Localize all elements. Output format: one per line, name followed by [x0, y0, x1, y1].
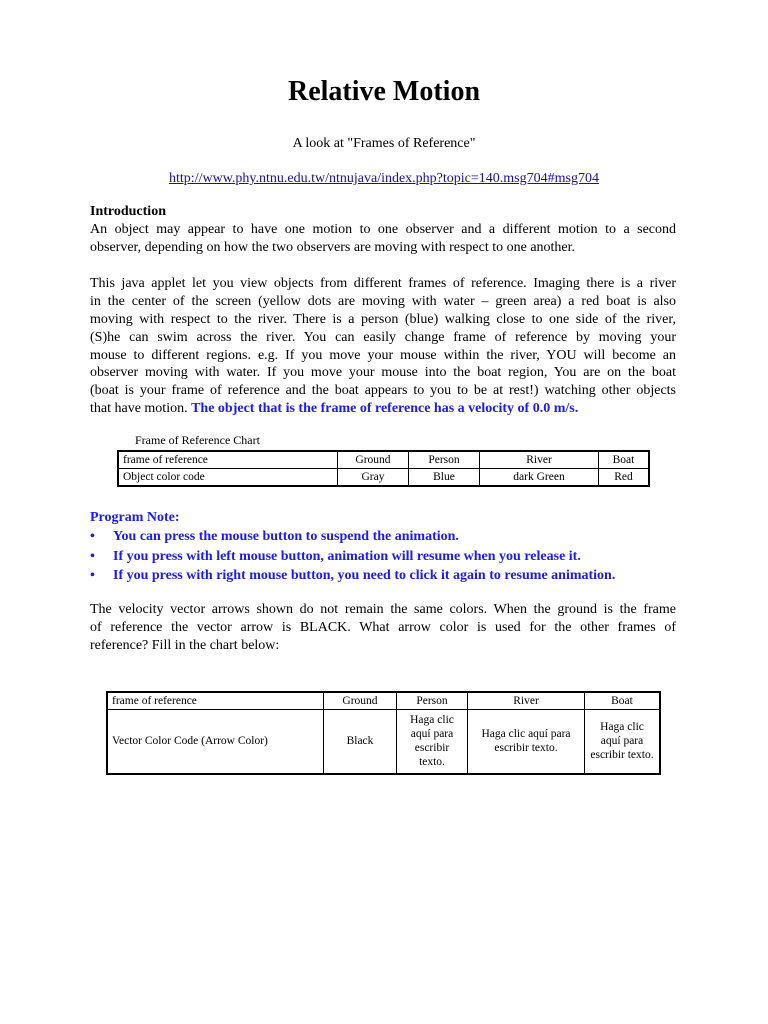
para2-line-4: (S)he can swim across the river. You can easily change frame of reference by moving your — [90, 330, 676, 345]
person-answer-field[interactable]: Haga clic aquí para escribir texto. — [397, 710, 468, 774]
para2-last-plain: that have motion. — [90, 401, 192, 416]
reference-link[interactable]: http://www.phy.ntnu.edu.tw/ntnujava/index.php?topic=140.msg704#msg704 — [169, 171, 599, 186]
chart1-caption: Frame of Reference Chart — [135, 433, 260, 447]
intro-line-1: An object may appear to have one motion to one observer and a different motion to a second — [90, 222, 676, 237]
list-item: • You can press the mouse button to suspend the animation. — [90, 527, 690, 547]
bullet-icon: • — [90, 568, 95, 583]
program-note-list — [90, 527, 690, 586]
table-cell: dark Green — [480, 469, 599, 487]
table-cell: Blue — [409, 469, 480, 487]
frame-velocity-note: The object that is the frame of reference has a velocity of 0.0 m/s. — [191, 401, 579, 416]
table-cell: Boat — [599, 451, 650, 469]
page-subtitle: A look at "Frames of Reference" — [292, 136, 476, 151]
para2-line-7: (boat is your frame of reference and the boat appears to you to be at rest!) watching other objects — [90, 383, 676, 398]
table-cell: Person — [409, 451, 480, 469]
table-cell: frame of reference — [107, 692, 324, 710]
reference-link-line — [0, 170, 768, 188]
table-cell: Person — [397, 692, 468, 710]
vector-color-chart — [106, 691, 661, 775]
bullet-icon: • — [90, 548, 95, 564]
table-cell: River — [480, 451, 599, 469]
frame-of-reference-chart — [117, 450, 650, 487]
para3-line-1: The velocity vector arrows shown do not remain the same colors. When the ground is the frame — [90, 602, 676, 617]
table-cell: Black — [324, 710, 397, 774]
table-row — [118, 451, 649, 469]
list-item: • If you press with right mouse button, you need to click it again to resume animation. — [90, 566, 690, 586]
bullet-icon: • — [90, 529, 95, 544]
table-cell: Vector Color Code (Arrow Color) — [107, 710, 324, 774]
para2-line-3: moving with respect to the river. There is a person (blue) walking close to one side of the river, — [90, 312, 676, 327]
table-row — [118, 469, 649, 487]
program-note-heading: Program Note: — [90, 510, 180, 525]
para2-line-1: This java applet let you view objects from different frames of reference. Imaging there is a river — [90, 276, 676, 291]
intro-heading: Introduction — [90, 204, 166, 219]
boat-answer-field[interactable]: Haga clic aquí para escribir texto. — [585, 710, 661, 774]
para3-line-2: of reference the vector arrow is BLACK. What arrow color is used for the other frames of — [90, 620, 676, 635]
table-cell: Object color code — [118, 469, 338, 487]
table-cell: Boat — [585, 692, 661, 710]
page-title: Relative Motion — [287, 76, 481, 107]
intro-line-2: observer, depending on how the two observers are moving with respect to one another. — [90, 240, 576, 255]
para2-line-6: observer moving with water. If you move your mouse into the boat region, You are on the boat — [90, 365, 676, 380]
table-cell: Ground — [338, 451, 409, 469]
list-item: • If you press with left mouse button, animation will resume when you release it. — [90, 547, 690, 567]
table-cell: River — [468, 692, 585, 710]
table-cell: Red — [599, 469, 650, 487]
table-cell: Ground — [324, 692, 397, 710]
para3-line-3: reference? Fill in the chart below: — [90, 638, 280, 653]
table-row — [107, 692, 660, 710]
para2-line-2: in the center of the screen (yellow dots are moving with water – green area) a red boat is also — [90, 294, 676, 309]
para2-line-8 — [90, 400, 676, 418]
river-answer-field[interactable]: Haga clic aquí para escribir texto. — [468, 710, 585, 774]
table-cell: Gray — [338, 469, 409, 487]
table-row — [107, 710, 660, 774]
table-cell: frame of reference — [118, 451, 338, 469]
para2-line-5: mouse to different regions. e.g. If you move your mouse within the river, YOU will become an — [90, 348, 676, 363]
